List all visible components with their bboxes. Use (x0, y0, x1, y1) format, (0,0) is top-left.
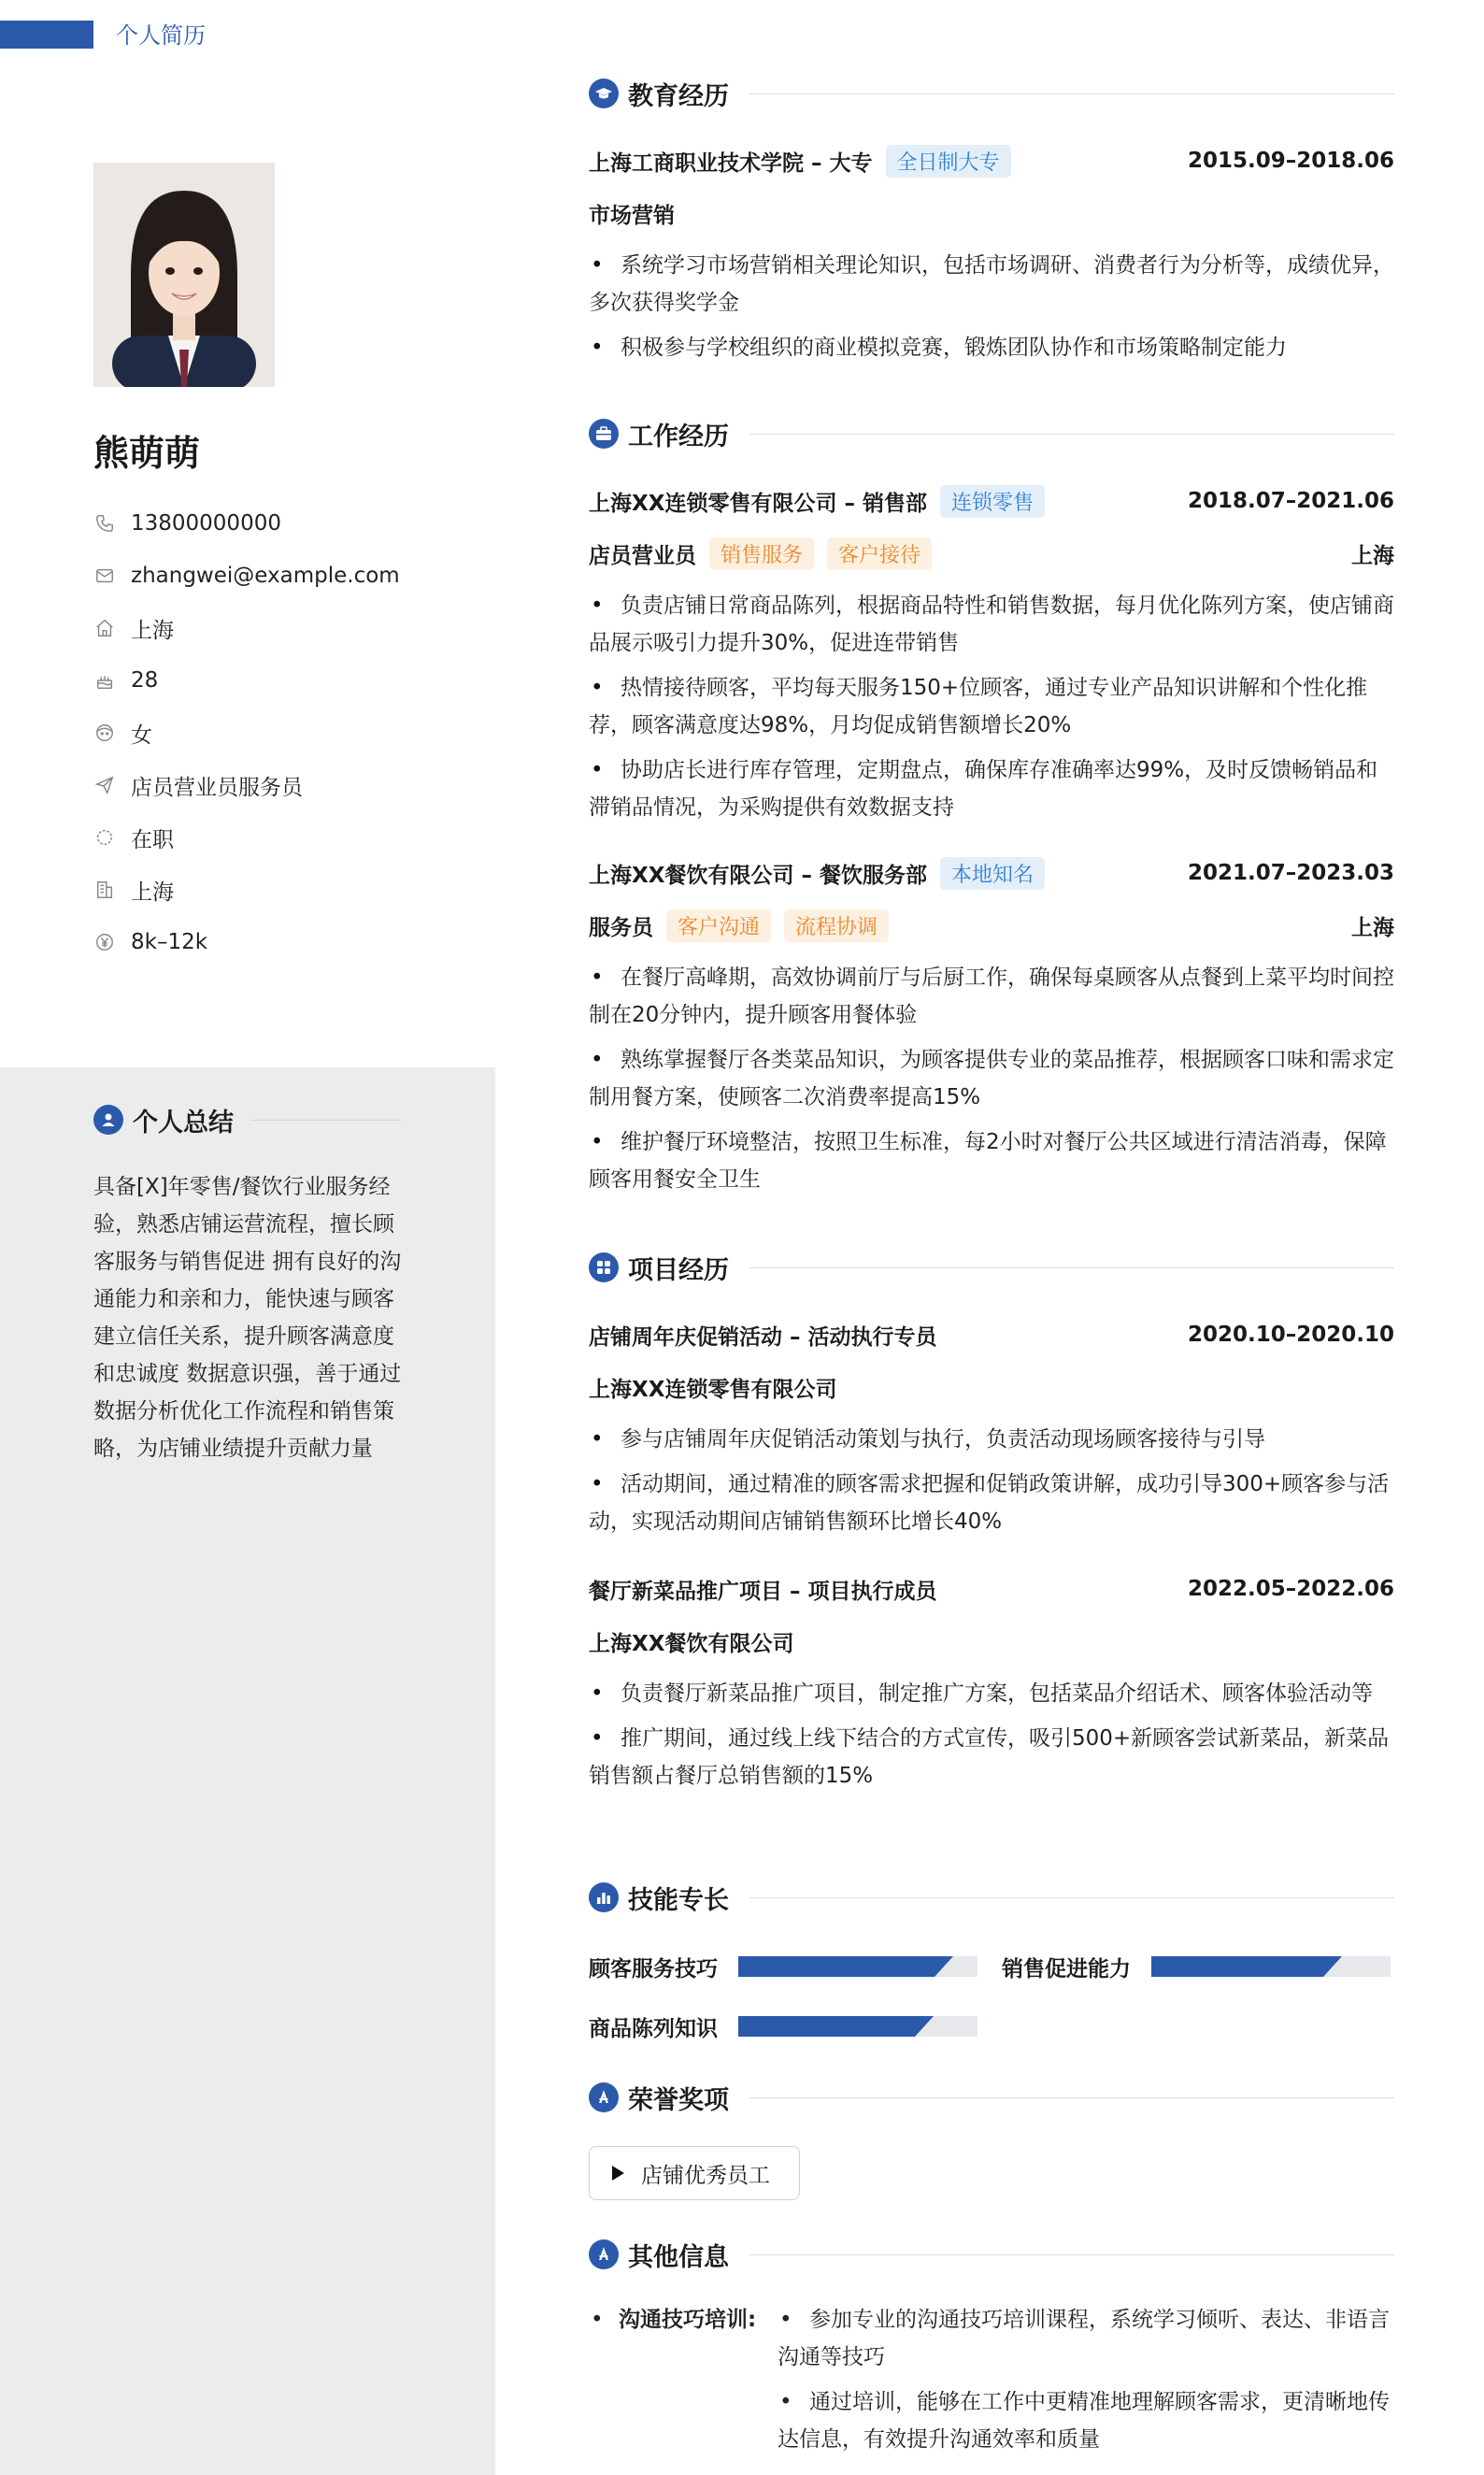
info-text: 28 (131, 668, 159, 693)
divider (250, 1120, 402, 1121)
job-skill-tag: 销售服务 (709, 537, 814, 570)
divider (749, 93, 1394, 94)
job-2-role-row (589, 907, 1394, 944)
job-skill-tag: 客户接待 (827, 537, 932, 570)
divider (749, 2254, 1394, 2255)
info-status (93, 811, 486, 864)
award-name: 店铺优秀员工 (641, 2163, 770, 2188)
info-city (93, 864, 486, 916)
info-text: 13800000000 (131, 511, 281, 536)
other-bullets (778, 2301, 1394, 2466)
info-text: zhangwei@example.com (131, 564, 400, 588)
info-location (93, 602, 486, 654)
project-date: 2020.10–2020.10 (1187, 1323, 1394, 1347)
grid-icon (589, 1252, 619, 1282)
education-bullets (589, 247, 1394, 374)
list-item: • 维护餐厅环境整洁，按照卫生标准，每2小时对餐厅公共区域进行清洁消毒，保障顾客用餐安全卫生 (589, 1123, 1394, 1198)
job-skill-tag: 流程协调 (784, 909, 889, 942)
projects-title: 项目经历 (628, 1255, 729, 1285)
list-item: • 在餐厅高峰期，高效协调前厅与后厨工作，确保每桌顾客从点餐到上菜平均时间控制在20分钟内，提升顾客用餐体验 (589, 959, 1394, 1034)
skill-bar-fill (738, 1956, 935, 1977)
avatar (93, 163, 275, 387)
job-role: 店员营业员 (589, 543, 696, 568)
job-date: 2018.07–2021.06 (1187, 489, 1394, 513)
job-date: 2021.07–2023.03 (1187, 861, 1394, 885)
yen-icon (93, 931, 116, 953)
list-item: • 协助店长进行库存管理，定期盘点，确保库存准确率达99%，及时反馈畅销品和滞销品情况，为采购提供有效数据支持 (589, 751, 1394, 826)
job-skill-tag: 客户沟通 (666, 909, 771, 942)
project-2-company-row (589, 1623, 1394, 1660)
skill-name: 商品陈列知识 (589, 2016, 718, 2041)
bullet-dot: • (591, 2308, 604, 2332)
divider (749, 434, 1394, 435)
project-2-header (589, 1570, 1394, 1608)
list-item: • 积极参与学校组织的商业模拟竞赛，锻炼团队协作和市场策略制定能力 (589, 329, 1394, 366)
other-info (589, 2301, 1394, 2466)
summary-heading (93, 1101, 402, 1138)
skill-bar (738, 1956, 977, 1977)
work-title: 工作经历 (628, 422, 729, 451)
project-1-bullets (589, 1421, 1394, 1548)
info-text: 8k–12k (131, 930, 208, 954)
award-badge (589, 2146, 800, 2200)
education-major-row (589, 194, 1394, 232)
project-1-company-row (589, 1368, 1394, 1406)
home-icon (93, 617, 116, 639)
info-text: 上海 (131, 618, 174, 643)
info-gender (93, 707, 486, 759)
divider (749, 1267, 1394, 1268)
summary-text: 具备[X]年零售/餐饮行业服务经验，熟悉店铺运营流程，擅长顾客服务与销售促进 拥有良好的沟通能力和亲和力，能快速与顾客建立信任关系，提升顾客满意度和忠诚度 数据意识强，善于通过数据分析优化工作流程和销售策略，为店铺业绩提升贡献力量 (93, 1175, 402, 1461)
skills-title: 技能专长 (628, 1885, 729, 1915)
awards-heading (589, 2079, 1394, 2116)
info-text: 上海 (131, 880, 174, 905)
divider (749, 2097, 1394, 2098)
education-heading (589, 75, 1394, 112)
job-1-bullets (589, 587, 1394, 834)
list-item: • 负责餐厅新菜品推广项目，制定推广方案，包括菜品介绍话术、顾客体验活动等 (589, 1675, 1394, 1712)
contact-info-list (93, 497, 486, 968)
other-label: 沟通技巧培训: (619, 2308, 757, 2332)
list-item: • 负责店铺日常商品陈列，根据商品特性和销售数据，每月优化陈列方案，使店铺商品展示吸引力提升30%，促进连带销售 (589, 587, 1394, 662)
project-company: 上海XX连锁零售有限公司 (589, 1377, 837, 1402)
other-title: 其他信息 (628, 2242, 729, 2272)
project-name: 餐厅新菜品推广项目 – 项目执行成员 (589, 1579, 937, 1604)
education-date: 2015.09–2018.06 (1187, 149, 1394, 173)
user-icon (93, 1105, 123, 1135)
job-1-header (589, 482, 1394, 520)
skill-item (589, 1948, 977, 1985)
project-date: 2022.05–2022.06 (1187, 1577, 1394, 1601)
send-icon (93, 774, 116, 796)
list-item: • 通过培训，能够在工作中更精准地理解顾客需求，更清晰地传达信息，有效提升沟通效率和质量 (778, 2383, 1394, 2458)
job-2-header (589, 854, 1394, 892)
job-company: 上海XX连锁零售有限公司 – 销售部 (589, 491, 927, 516)
phone-icon (93, 512, 116, 535)
info-age (93, 654, 486, 707)
sidebar (0, 0, 495, 2475)
info-text: 在职 (131, 827, 174, 852)
job-role: 服务员 (589, 915, 653, 940)
skill-bar-fill (1151, 1956, 1323, 1977)
list-item: • 参与店铺周年庆促销活动策划与执行，负责活动现场顾客接待与引导 (589, 1421, 1394, 1458)
major-name: 市场营销 (589, 203, 675, 228)
skill-name: 销售促进能力 (1002, 1956, 1131, 1981)
portrait-photo (93, 163, 275, 387)
list-item: • 热情接待顾客，平均每天服务150+位顾客，通过专业产品知识讲解和个性化推荐，顾客满意度达98%，月均促成销售额增长20% (589, 669, 1394, 744)
job-industry-tag: 连锁零售 (940, 485, 1045, 518)
education-school-row (589, 142, 1394, 179)
skill-item (1002, 1948, 1391, 1985)
info-phone (93, 497, 486, 550)
face-icon (93, 722, 116, 744)
education-type-tag: 全日制大专 (886, 145, 1011, 178)
award-icon (589, 2082, 619, 2112)
work-heading (589, 415, 1394, 452)
status-icon (93, 826, 116, 849)
list-item: • 推广期间，通过线上线下结合的方式宣传，吸引500+新顾客尝试新菜品，新菜品销售额占餐厅总销售额的15% (589, 1720, 1394, 1795)
project-company: 上海XX餐饮有限公司 (589, 1631, 794, 1656)
job-city: 上海 (1351, 915, 1394, 940)
job-2-bullets (589, 959, 1394, 1206)
other-row (589, 2301, 1394, 2466)
skill-bar (1151, 1956, 1391, 1977)
project-1-header (589, 1316, 1394, 1353)
cake-icon (93, 669, 116, 692)
mail-icon (93, 565, 116, 587)
skill-name: 顾客服务技巧 (589, 1956, 718, 1981)
info-job-target (93, 759, 486, 811)
awards-title: 荣誉奖项 (628, 2085, 729, 2115)
list-item: • 熟练掌握餐厅各类菜品知识，为顾客提供专业的菜品推荐，根据顾客口味和需求定制用餐方案，使顾客二次消费率提高15% (589, 1041, 1394, 1116)
list-item: • 参加专业的沟通技巧培训课程，系统学习倾听、表达、非语言沟通等技巧 (778, 2301, 1394, 2376)
skill-bar-fill (738, 2016, 915, 2037)
education-title: 教育经历 (628, 81, 729, 111)
page-title: 个人简历 (116, 22, 206, 49)
graduation-cap-icon (589, 79, 619, 108)
projects-heading (589, 1249, 1394, 1286)
info-text: 店员营业员服务员 (131, 775, 303, 800)
job-city: 上海 (1351, 543, 1394, 568)
candidate-name: 熊萌萌 (93, 433, 201, 474)
other-heading (589, 2236, 1394, 2273)
briefcase-icon (589, 419, 619, 449)
school-name: 上海工商职业技术学院 – 大专 (589, 150, 873, 176)
play-icon (612, 2166, 624, 2181)
job-industry-tag: 本地知名 (940, 857, 1045, 890)
summary-title: 个人总结 (133, 1108, 234, 1137)
building-icon (93, 879, 116, 901)
list-item: • 系统学习市场营销相关理论知识，包括市场调研、消费者行为分析等，成绩优异，多次获得奖学金 (589, 247, 1394, 322)
list-item: • 活动期间，通过精准的顾客需求把握和促销政策讲解，成功引导300+顾客参与活动，实现活动期间店铺销售额环比增长40% (589, 1466, 1394, 1540)
skill-bar (738, 2016, 977, 2037)
info-badge-icon (589, 2239, 619, 2269)
project-name: 店铺周年庆促销活动 – 活动执行专员 (589, 1324, 937, 1350)
bar-chart-icon (589, 1882, 619, 1912)
job-1-role-row (589, 535, 1394, 572)
job-company: 上海XX餐饮有限公司 – 餐饮服务部 (589, 863, 927, 888)
info-text: 女 (131, 722, 152, 748)
info-email (93, 550, 486, 602)
divider (749, 1897, 1394, 1898)
skill-item (589, 2008, 977, 2045)
project-2-bullets (589, 1675, 1394, 1802)
info-salary (93, 916, 486, 968)
skills-heading (589, 1879, 1394, 1916)
